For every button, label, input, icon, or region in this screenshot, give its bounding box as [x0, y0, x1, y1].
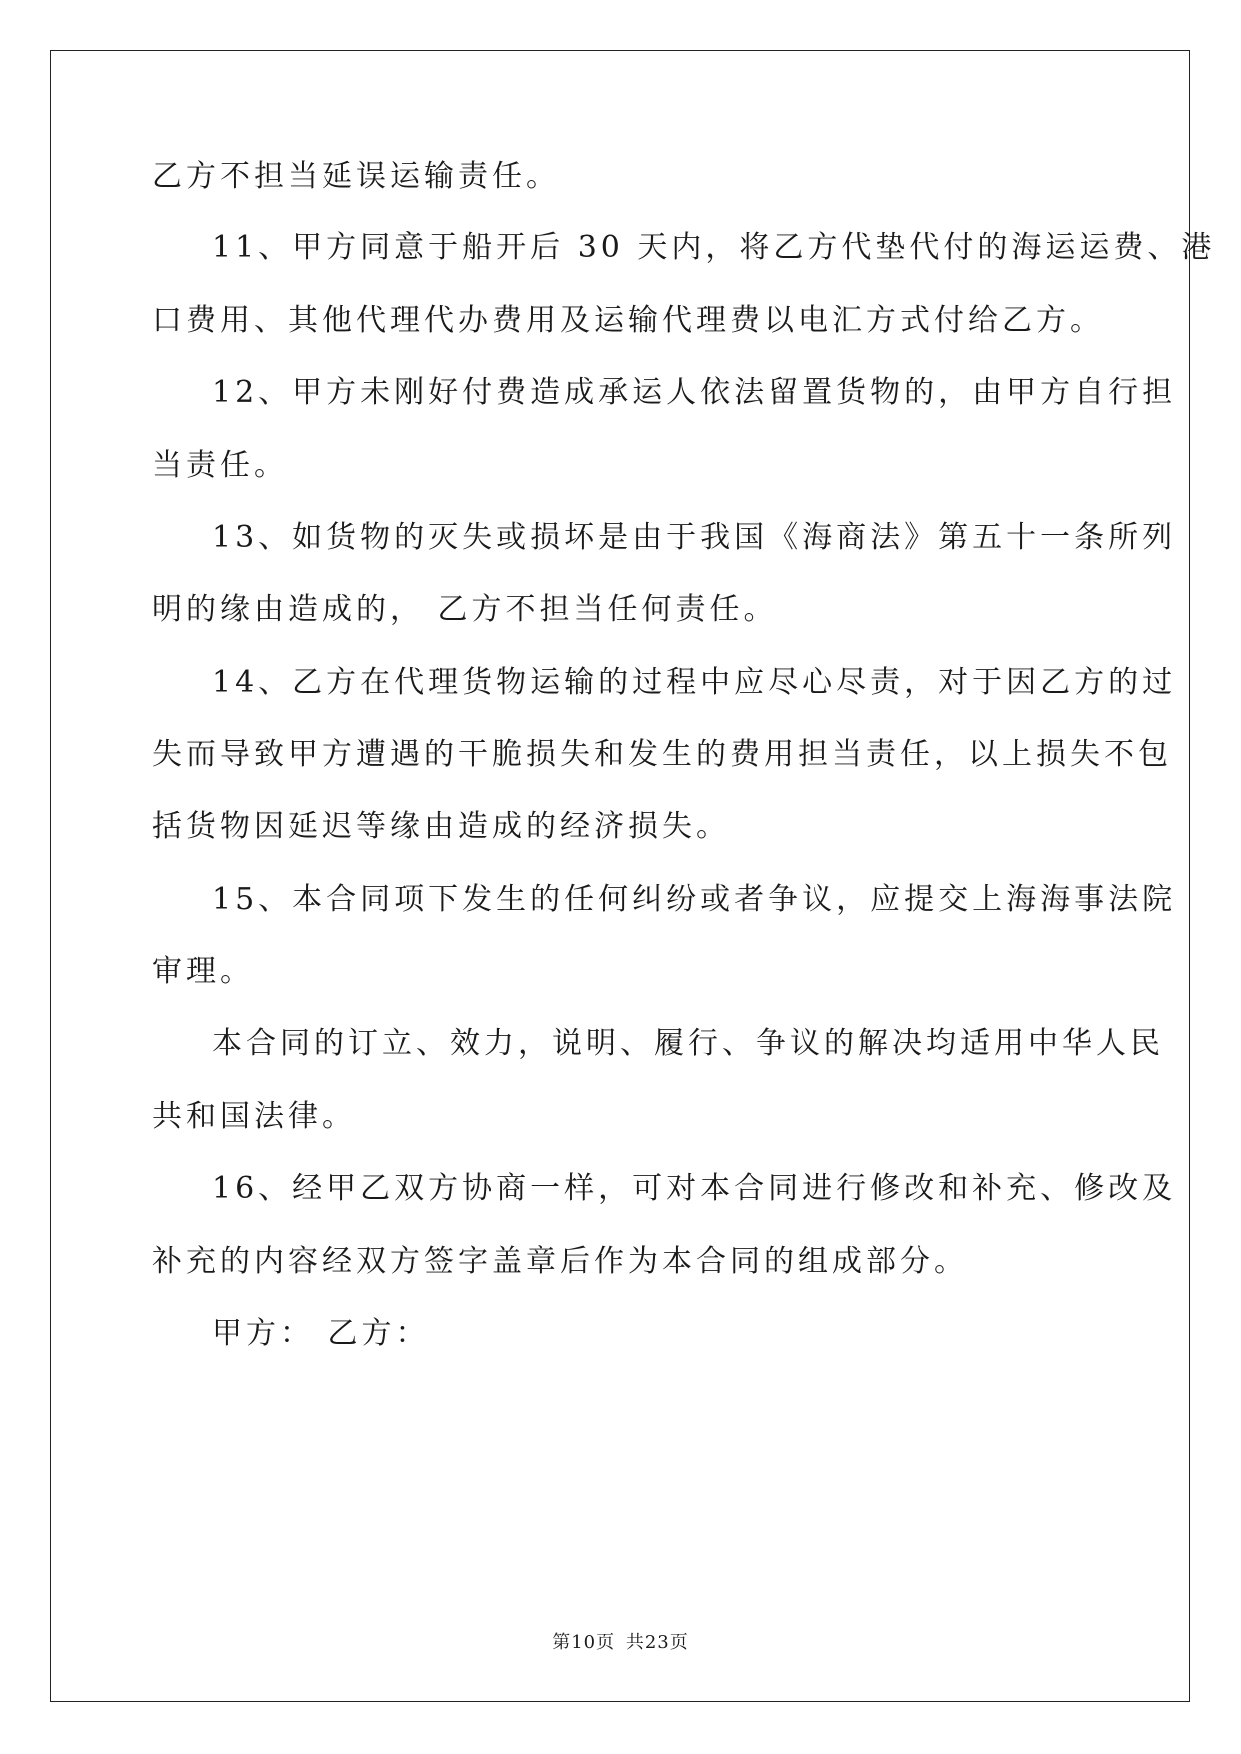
page-number: 第10页 [552, 1632, 616, 1653]
text-line: 甲方： 乙方： [212, 1316, 430, 1351]
text-line: 乙方不担当延误运输责任。 [152, 159, 560, 194]
text-line: 12、甲方未刚好付费造成承运人依法留置货物的，由甲方自行担 [212, 375, 1177, 410]
page-total: 共23页 [625, 1632, 689, 1653]
text-line: 14、乙方在代理货物运输的过程中应尽心尽责，对于因乙方的过 [212, 665, 1177, 700]
text-line: 当责任。 [152, 448, 288, 483]
text-line: 13、如货物的灭失或损坏是由于我国《海商法》第五十一条所列 [212, 520, 1177, 555]
text-line: 16、经甲乙双方协商一样，可对本合同进行修改和补充、修改及 [212, 1171, 1177, 1206]
text-line: 补充的内容经双方签字盖章后作为本合同的组成部分。 [152, 1244, 968, 1279]
text-line: 失而导致甲方遭遇的干脆损失和发生的费用担当责任，以上损失不包 [152, 737, 1172, 772]
page-footer [0, 1628, 1241, 1654]
text-line: 括货物因延迟等缘由造成的经济损失。 [152, 809, 730, 844]
text-line: 15、本合同项下发生的任何纠纷或者争议，应提交上海海事法院 [212, 882, 1177, 917]
text-line: 共和国法律。 [152, 1099, 356, 1134]
text-line: 11、甲方同意于船开后 30 天内，将乙方代垫代付的海运运费、港 [212, 230, 1216, 265]
text-line: 口费用、其他代理代办费用及运输代理费以电汇方式付给乙方。 [152, 303, 1104, 338]
text-line: 审理。 [152, 954, 254, 989]
text-line: 本合同的订立、效力，说明、履行、争议的解决均适用中华人民 [212, 1026, 1164, 1061]
page-border [50, 50, 1190, 1702]
text-line: 明的缘由造成的， 乙方不担当任何责任。 [152, 592, 778, 627]
